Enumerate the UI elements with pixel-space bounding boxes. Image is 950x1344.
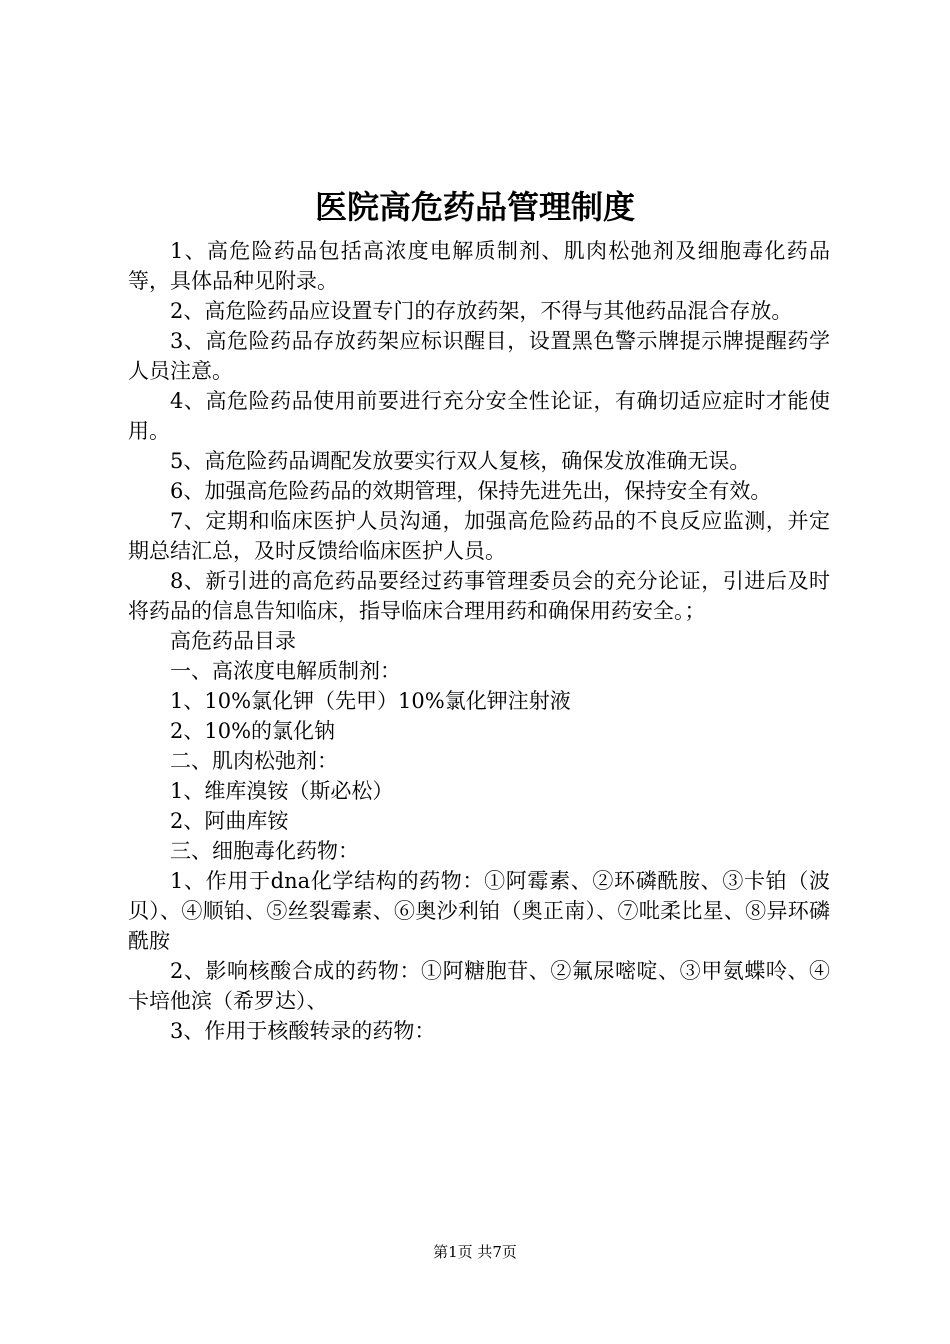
catalog-heading: 高危药品目录 [170, 629, 296, 653]
list-item: 1、维库溴铵（斯必松） [170, 779, 394, 803]
paragraph: 5、高危险药品调配发放要实行双人复核，确保发放准确无误。 [170, 449, 751, 473]
paragraph: 1、高危险药品包括高浓度电解质制剂、肌肉松弛剂及细胞毒化药品等，具体品种见附录。 [128, 239, 830, 293]
paragraph: 7、定期和临床医护人员沟通，加强高危险药品的不良反应监测，并定期总结汇总，及时反馈给临床医护人员。 [128, 509, 830, 563]
list-item: 2、10%的氯化钠 [170, 719, 336, 743]
paragraph: 2、高危险药品应设置专门的存放药架，不得与其他药品混合存放。 [170, 299, 793, 323]
paragraph: 4、高危险药品使用前要进行充分安全性论证，有确切适应症时才能使用。 [128, 389, 830, 443]
section-heading: 三、细胞毒化药物： [170, 839, 359, 863]
section-heading: 二、肌肉松弛剂： [170, 749, 338, 773]
list-item: 2、阿曲库铵 [170, 809, 289, 833]
section-heading: 一、高浓度电解质制剂： [170, 659, 401, 683]
document-title: 医院高危药品管理制度 [314, 188, 635, 226]
paragraph: 6、加强高危险药品的效期管理，保持先进先出，保持安全有效。 [170, 479, 772, 503]
paragraph: 3、高危险药品存放药架应标识醒目，设置黑色警示牌提示牌提醒药学人员注意。 [128, 329, 830, 383]
paragraph: 8、新引进的高危药品要经过药事管理委员会的充分论证，引进后及时将药品的信息告知临床，指导临床合理用药和确保用药安全。； [128, 569, 830, 623]
list-item: 3、作用于核酸转录的药物： [170, 1019, 436, 1043]
document-body [128, 236, 830, 1046]
list-item: 1、10%氯化钾（先甲）10%氯化钾注射液 [170, 689, 571, 713]
list-item: 2、影响核酸合成的药物：①阿糖胞苷、②氟尿嘧啶、③甲氨蝶呤、④卡培他滨（希罗达）、 [128, 959, 830, 1013]
list-item: 1、作用于dna化学结构的药物：①阿霉素、②环磷酰胺、③卡铂（波贝）、④顺铂、⑤丝裂霉素、⑥奥沙利铂（奥正南）、⑦吡柔比星、⑧异环磷酰胺 [128, 869, 830, 953]
page-number-footer: 第1页 共7页 [433, 1243, 517, 1261]
